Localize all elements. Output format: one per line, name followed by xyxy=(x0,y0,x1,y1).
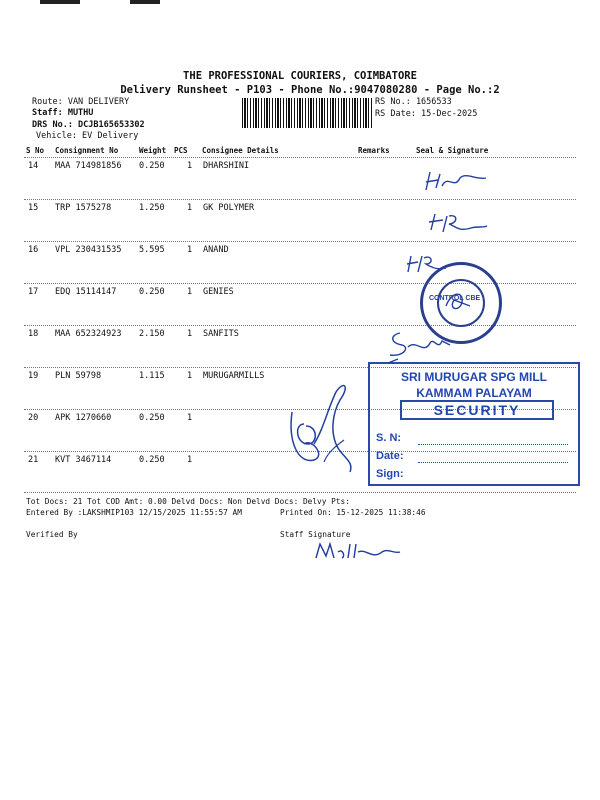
vehicle-label: Vehicle: EV Delivery xyxy=(36,131,139,141)
signature-mark xyxy=(420,168,490,196)
signature-mark xyxy=(440,288,480,314)
staff-signature-mark xyxy=(312,538,402,564)
stamp-date-label: Date: xyxy=(376,450,404,462)
runsheet-subtitle: Delivery Runsheet - P103 - Phone No.:9047080280 - Page No.:2 xyxy=(120,84,500,96)
signature-mark xyxy=(284,372,364,484)
row-pcs: 1 xyxy=(187,329,193,339)
col-sno: S No xyxy=(26,146,45,155)
staff-label: Staff: MUTHU xyxy=(32,108,94,118)
col-remarks: Remarks xyxy=(358,146,390,155)
row-divider xyxy=(24,492,576,493)
col-consignee: Consignee Details xyxy=(202,146,279,155)
stamp-sno-label: S. N: xyxy=(376,432,402,444)
col-weight: Weight xyxy=(139,146,167,155)
row-divider xyxy=(24,241,576,242)
col-seal-signature: Seal & Signature xyxy=(416,146,489,155)
col-pcs: PCS xyxy=(174,146,188,155)
signature-mark xyxy=(425,210,490,236)
entered-by: Entered By :LAKSHMIP103 12/15/2025 11:55:57 AM xyxy=(26,508,242,517)
row-consignment: MAA 714981856 xyxy=(55,161,122,171)
row-weight: 2.150 xyxy=(139,329,165,339)
stamp-sign-label: Sign: xyxy=(376,468,404,480)
row-consignee: GK POLYMER xyxy=(203,203,255,213)
row-weight: 0.250 xyxy=(139,161,165,171)
row-pcs: 1 xyxy=(187,413,193,423)
row-sno: 16 xyxy=(28,245,39,255)
drs-label: DRS No.: DCJB165653302 xyxy=(32,120,145,130)
security-stamp xyxy=(368,362,580,486)
route-label: Route: VAN DELIVERY xyxy=(32,97,130,107)
stamp-mill-name: SRI MURUGAR SPG MILL xyxy=(401,370,547,384)
stamp-security: SECURITY xyxy=(400,400,554,420)
round-stamp-text: CONTROL CBE xyxy=(429,295,481,302)
signature-mark xyxy=(380,325,470,365)
row-consignee: ANAND xyxy=(203,245,229,255)
row-sno: 14 xyxy=(28,161,39,171)
row-pcs: 1 xyxy=(187,287,193,297)
row-weight: 0.250 xyxy=(139,455,165,465)
company-title: THE PROFESSIONAL COURIERS, COIMBATORE xyxy=(183,70,417,82)
row-weight: 0.250 xyxy=(139,413,165,423)
row-consignment: VPL 230431535 xyxy=(55,245,122,255)
row-pcs: 1 xyxy=(187,455,193,465)
row-pcs: 1 xyxy=(187,203,193,213)
row-weight: 1.250 xyxy=(139,203,165,213)
header-divider xyxy=(24,157,576,158)
rs-number: RS No.: 1656533 xyxy=(375,97,452,107)
row-divider xyxy=(24,199,576,200)
row-consignment: KVT 3467114 xyxy=(55,455,112,465)
signature-mark xyxy=(402,250,452,276)
row-sno: 15 xyxy=(28,203,39,213)
col-consignment: Consignment No xyxy=(55,146,119,155)
row-consignment: TRP 1575278 xyxy=(55,203,112,213)
row-sno: 19 xyxy=(28,371,39,381)
stamp-line xyxy=(418,444,568,445)
row-pcs: 1 xyxy=(187,245,193,255)
barcode xyxy=(242,98,372,128)
row-consignment: EDQ 15114147 xyxy=(55,287,117,297)
scan-mark xyxy=(40,0,80,4)
row-weight: 1.115 xyxy=(139,371,165,381)
totals-line: Tot Docs: 21 Tot COD Amt: 0.00 Delvd Docs: Non Delvd Docs: Delvy Pts: xyxy=(26,497,350,506)
row-sno: 21 xyxy=(28,455,39,465)
row-consignment: PLN 59798 xyxy=(55,371,102,381)
scan-mark xyxy=(130,0,160,4)
verified-by: Verified By xyxy=(26,530,78,539)
staff-signature-label: Staff Signature xyxy=(280,530,351,539)
row-sno: 18 xyxy=(28,329,39,339)
stamp-line xyxy=(418,462,568,463)
printed-on: Printed On: 15-12-2025 11:38:46 xyxy=(280,508,426,517)
row-consignment: APK 1270660 xyxy=(55,413,112,423)
row-weight: 0.250 xyxy=(139,287,165,297)
row-weight: 5.595 xyxy=(139,245,165,255)
row-consignee: DHARSHINI xyxy=(203,161,250,171)
row-pcs: 1 xyxy=(187,371,193,381)
row-consignee: GENIES xyxy=(203,287,234,297)
row-consignee: MURUGARMILLS xyxy=(203,371,265,381)
row-sno: 20 xyxy=(28,413,39,423)
row-consignee: SANFITS xyxy=(203,329,239,339)
rs-date: RS Date: 15-Dec-2025 xyxy=(375,109,478,119)
row-pcs: 1 xyxy=(187,161,193,171)
stamp-location: KAMMAM PALAYAM xyxy=(416,386,532,400)
row-sno: 17 xyxy=(28,287,39,297)
row-consignment: MAA 652324923 xyxy=(55,329,122,339)
